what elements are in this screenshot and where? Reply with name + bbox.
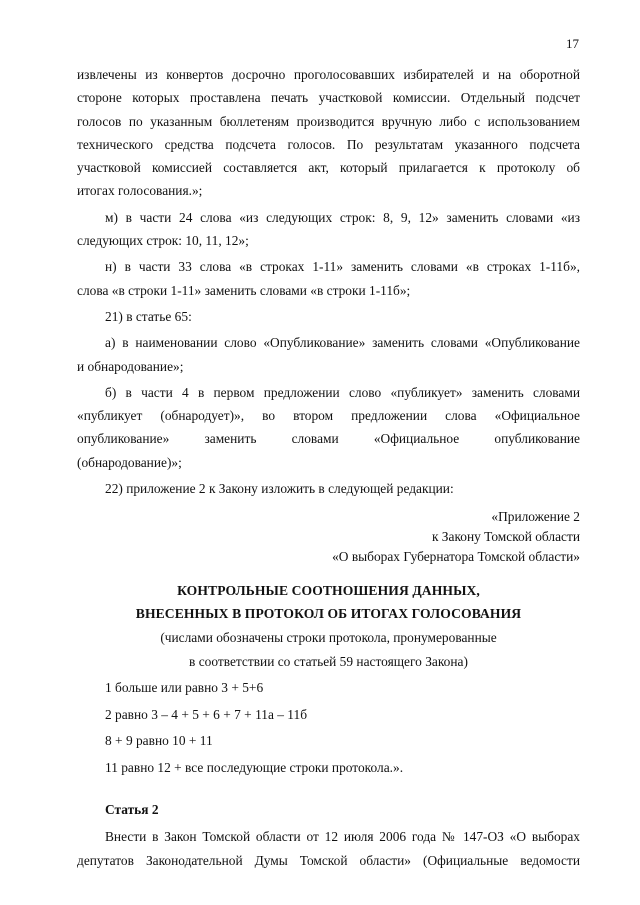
text-line: опубликование» заменить словами «Официальное опубликование: [77, 431, 580, 447]
section-title-line: ВНЕСЕННЫХ В ПРОТОКОЛ ОБ ИТОГАХ ГОЛОСОВАНИЯ: [135, 606, 522, 622]
subtitle-line: в соответствии со статьей 59 настоящего Закона): [189, 654, 468, 670]
paragraph-item-b: [77, 381, 580, 474]
text-line: участковой комиссией составляется акт, который прилагается к протоколу об: [77, 160, 580, 176]
attachment-line: к Закону Томской области: [431, 529, 580, 545]
paragraph-item-a: [77, 331, 580, 378]
text-line: итогах голосования.»;: [77, 183, 203, 199]
text-line: м) в части 24 слова «из следующих строк: 8, 9, 12» заменить словами «из: [105, 209, 580, 225]
text-line: а) в наименовании слово «Опубликование» заменить словами «Опубликование: [105, 335, 580, 351]
text-line: (обнародование)»;: [77, 454, 182, 470]
text-line: стороне которых проставлена печать участковой комиссии. Отдельный подсчет: [77, 90, 580, 106]
text-line: депутатов Законодательной Думы Томской области» (Официальные ведомости: [77, 852, 580, 868]
text-line: голосов по указанным бюллетеням производится вручную либо с использованием: [77, 113, 580, 129]
formula-line: 11 равно 12 + все последующие строки протокола.».: [105, 759, 404, 775]
article-2-text: [77, 825, 580, 872]
paragraph-item-n: [77, 255, 580, 302]
text-line: н) в части 33 слова «в строках 1-11» заменить словами «в строках 1-11б»,: [105, 259, 580, 275]
subtitle-line: (числами обозначены строки протокола, пронумерованные: [160, 630, 497, 646]
text-line: 21) в статье 65:: [105, 308, 192, 324]
section-title: [77, 579, 580, 625]
text-line: Внести в Закон Томской области от 12 июля 2006 года № 147-ОЗ «О выборах: [105, 829, 580, 845]
text-line: следующих строк: 10, 11, 12»;: [77, 233, 249, 249]
attachment-line: «О выборах Губернатора Томской области»: [332, 549, 580, 565]
text-line: «публикует (обнародует)», во втором предложении слова «Официальное: [77, 408, 580, 424]
formula-line: 2 равно 3 – 4 + 5 + 6 + 7 + 11а – 11б: [105, 706, 308, 722]
paragraph-item-m: [77, 206, 580, 253]
formula-line: 1 больше или равно 3 + 5+6: [105, 680, 264, 696]
page-number: 17: [566, 36, 579, 51]
text-line: извлечены из конвертов досрочно проголосовавших избирателей и на оборотной: [77, 67, 580, 82]
text-line: и обнародование»;: [77, 358, 184, 374]
control-formulas: [77, 676, 580, 780]
document-body: [77, 63, 580, 872]
text-line: б) в части 4 в первом предложении слово «публикует» заменить словами: [105, 384, 580, 400]
attachment-header: [77, 507, 580, 567]
text-line: 22) приложение 2 к Закону изложить в следующей редакции:: [105, 481, 454, 497]
formula-line: 8 + 9 равно 10 + 11: [105, 733, 213, 749]
section-title-line: КОНТРОЛЬНЫЕ СООТНОШЕНИЯ ДАННЫХ,: [177, 583, 480, 599]
paragraph-item-21: [77, 305, 580, 328]
article-heading: Статья 2: [105, 802, 159, 818]
paragraph-ballot-count: [77, 63, 580, 203]
text-line: слова «в строки 1-11» заменить словами «в строки 1-11б»;: [77, 282, 411, 298]
attachment-line: «Приложение 2: [491, 509, 580, 525]
section-subtitle: [77, 626, 580, 674]
paragraph-item-22: [77, 477, 580, 500]
text-line: технического средства подсчета голосов. По результатам указанного подсчета: [77, 136, 580, 152]
